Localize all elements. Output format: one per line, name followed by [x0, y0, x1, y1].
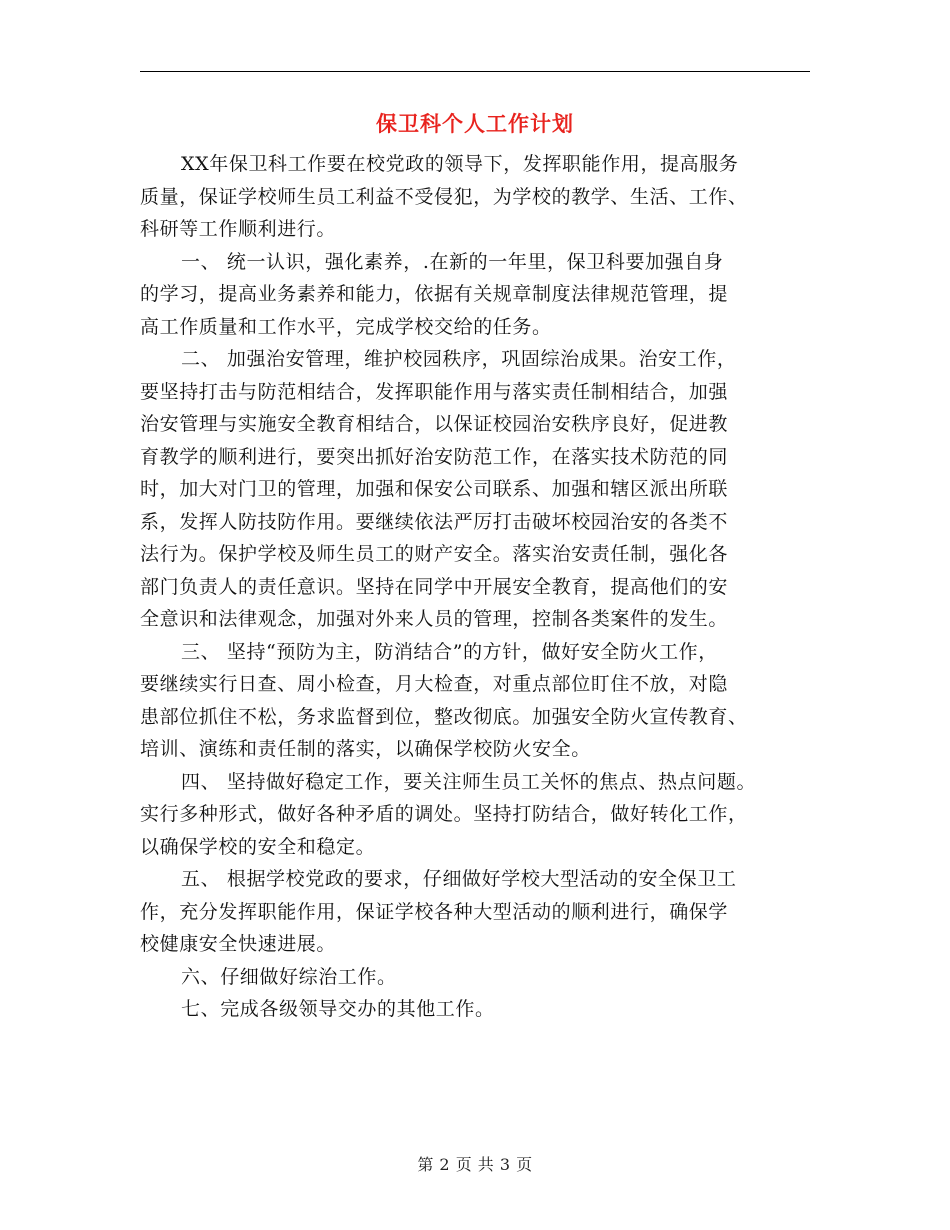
- header-rule: [140, 71, 810, 72]
- body-line: 科研等工作顺利进行。: [140, 218, 337, 240]
- document-title: 保卫科个人工作计划: [376, 111, 574, 136]
- body-line: 培训、演练和责任制的落实，以确保学校防火安全。: [140, 738, 591, 760]
- body-line: 时，加大对门卫的管理，加强和保安公司联系、加强和辖区派出所联: [140, 478, 729, 500]
- page-number-footer: 第 2 页 共 3 页: [417, 1155, 533, 1174]
- document-body: [140, 148, 810, 1026]
- body-line: 以确保学校的安全和稳定。: [140, 835, 376, 858]
- body-line: 三、 坚持“预防为主，防消结合”的方针，做好安全防火工作，: [181, 640, 718, 663]
- body-line: 七、完成各级领导交办的其他工作。: [181, 998, 495, 1020]
- body-line: 质量，保证学校师生员工利益不受侵犯，为学校的教学、生活、工作、: [140, 185, 748, 208]
- body-line: XX年保卫科工作要在校党政的领导下，发挥职能作用，提高服务: [181, 153, 739, 175]
- body-line: 实行多种形式，做好各种矛盾的调处。坚持打防结合，做好转化工作，: [140, 803, 748, 825]
- body-line: 要坚持打击与防范相结合，发挥职能作用与落实责任制相结合，加强: [140, 380, 729, 403]
- body-line: 高工作质量和工作水平，完成学校交给的任务。: [140, 315, 552, 338]
- body-line: 校健康安全快速进展。: [140, 933, 337, 955]
- body-line: 二、 加强治安管理，维护校园秩序，巩固综治成果。治安工作，: [181, 348, 737, 370]
- body-line: 部门负责人的责任意识。坚持在同学中开展安全教育，提高他们的安: [140, 575, 729, 598]
- body-line: 要继续实行日查、周小检查，月大检查，对重点部位盯住不放，对隐: [140, 673, 729, 695]
- body-line: 育教学的顺利进行，要突出抓好治安防范工作，在落实技术防范的同: [140, 445, 729, 468]
- body-line: 五、 根据学校党政的要求，仔细做好学校大型活动的安全保卫工: [181, 868, 737, 890]
- body-line: 一、 统一认识，强化素养，.在新的一年里，保卫科要加强自身: [181, 250, 724, 273]
- body-line: 患部位抓住不松，务求监督到位，整改彻底。加强安全防火宣传教育、: [140, 705, 748, 728]
- body-line: 的学习，提高业务素养和能力，依据有关规章制度法律规范管理，提: [140, 283, 729, 305]
- body-line: 系，发挥人防技防作用。要继续依法严厉打击破坏校园治安的各类不: [140, 510, 729, 533]
- body-line: 全意识和法律观念，加强对外来人员的管理，控制各类案件的发生。: [140, 608, 729, 630]
- body-line: 治安管理与实施安全教育相结合，以保证校园治安秩序良好，促进教: [140, 413, 729, 435]
- body-line: 四、 坚持做好稳定工作，要关注师生员工关怀的焦点、热点问题。: [181, 770, 757, 793]
- body-line: 法行为。保护学校及师生员工的财产安全。落实治安责任制，强化各: [140, 543, 729, 565]
- body-line: 作，充分发挥职能作用，保证学校各种大型活动的顺利进行，确保学: [140, 900, 729, 923]
- body-line: 六、仔细做好综治工作。: [181, 965, 397, 988]
